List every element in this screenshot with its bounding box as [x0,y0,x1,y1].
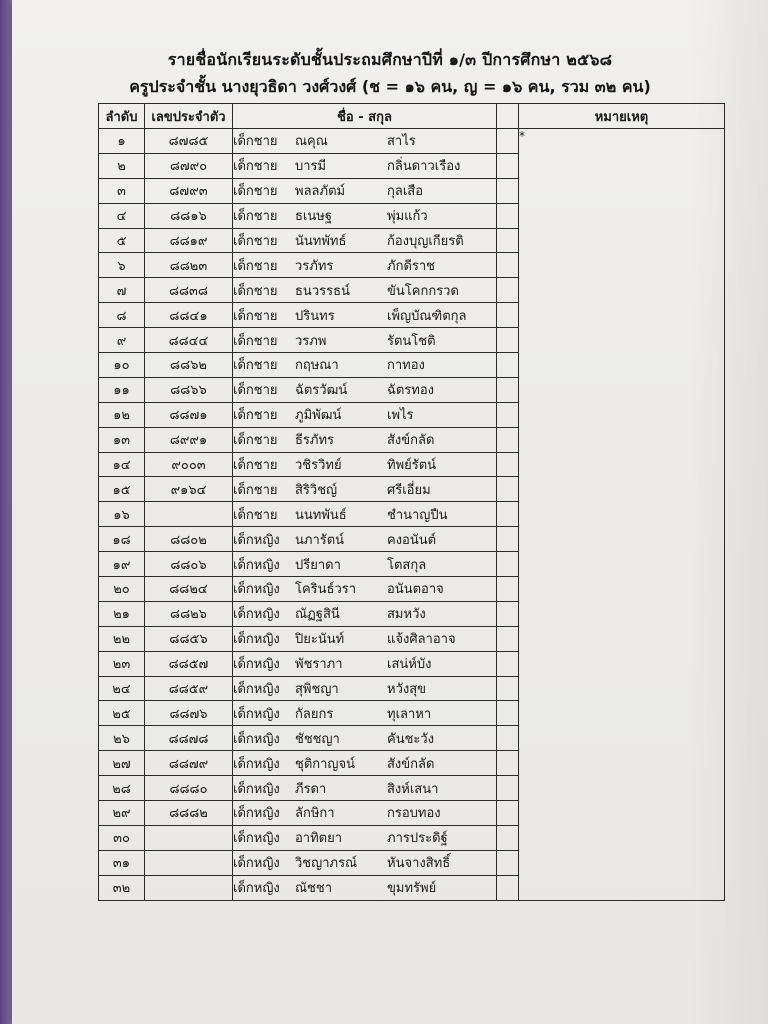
name-prefix: เด็กชาย [233,507,278,523]
name-prefix: เด็กหญิง [233,632,280,648]
student-id: ๘๘๐๖ [145,552,233,577]
gap-cell [497,751,519,776]
student-name [233,776,497,801]
gap-cell [497,402,519,427]
student-name [233,651,497,676]
header-no: ลำดับ [99,104,145,129]
row-number: ๓ [99,178,145,203]
name-last: แจ้งศิลาอาจ [387,632,456,648]
name-first: นภารัตน์ [295,532,345,548]
name-first: ชุติกาญจน์ [295,756,356,772]
name-first: สุพิชญา [295,682,339,698]
name-last: คันชะวัง [387,731,435,747]
row-number: ๘ [99,303,145,328]
row-number: ๒ [99,153,145,178]
student-name [233,701,497,726]
gap-cell [497,875,519,900]
student-id: ๘๘๑๙ [145,228,233,253]
student-id: ๘๘๕๗ [145,651,233,676]
name-prefix: เด็กชาย [233,283,278,299]
gap-cell [497,328,519,353]
row-number: ๒๐ [99,577,145,602]
name-prefix: เด็กชาย [233,358,278,374]
gap-cell [497,253,519,278]
name-last: ทิพย์รัตน์ [387,458,437,474]
student-id: ๘๘๖๒ [145,353,233,378]
name-first: ชัชชญา [295,731,340,747]
header-name: ชื่อ - สกุล [233,104,497,129]
student-id: ๘๘๗๖ [145,701,233,726]
gap-cell [497,626,519,651]
name-last: เสน่ห์บัง [387,657,432,673]
gap-cell [497,178,519,203]
student-name [233,726,497,751]
name-first: กัลยกร [295,706,334,722]
name-first: ภูมิพัฒน์ [295,408,342,424]
name-last: หวังสุข [387,682,427,698]
document-sheet [12,0,768,1024]
gap-cell [497,228,519,253]
student-id: ๘๗๘๕ [145,129,233,154]
row-number: ๙ [99,328,145,353]
name-prefix: เด็กชาย [233,234,278,249]
student-name [233,801,497,826]
student-id: ๘๗๙๐ [145,153,233,178]
note-column [519,129,725,901]
name-first: ธเนษฐ [295,209,333,225]
student-name [233,751,497,776]
name-prefix: เด็กชาย [233,433,278,449]
name-last: คงอนันต์ [387,532,437,548]
gap-cell [497,527,519,552]
binder-edge [0,0,12,1024]
name-prefix: เด็กหญิง [233,582,280,598]
name-last: สังข์กลัด [387,433,435,449]
gap-cell [497,676,519,701]
student-name [233,353,497,378]
gap-cell [497,801,519,826]
student-name [233,875,497,900]
name-prefix: เด็กชาย [233,134,278,150]
gap-cell [497,153,519,178]
name-prefix: เด็กชาย [233,308,278,324]
student-name [233,502,497,527]
name-last: ภารประดิฐ์ [387,831,448,847]
student-id: ๘๘๘๒ [145,801,233,826]
name-prefix: เด็กชาย [233,184,278,200]
gap-cell [497,552,519,577]
name-last: รัตนโชติ [387,333,436,349]
gap-cell [497,701,519,726]
student-name [233,626,497,651]
name-first: วรภพ [295,333,327,349]
row-number: ๗ [99,278,145,303]
gap-cell [497,427,519,452]
row-number: ๑๙ [99,552,145,577]
gap-cell [497,850,519,875]
student-id: ๙๑๖๔ [145,477,233,502]
note-mark: * [519,129,525,143]
row-number: ๒๔ [99,676,145,701]
name-prefix: เด็กหญิง [233,607,280,623]
gap-cell [497,825,519,850]
name-last: กรอบทอง [387,806,441,822]
header-gap [497,104,519,129]
gap-cell [497,377,519,402]
student-id: ๘๘๕๖ [145,626,233,651]
header-note: หมายเหตุ [519,104,725,129]
name-last: เพ็ญบัณฑิตกุล [387,308,467,324]
row-number: ๑๓ [99,427,145,452]
row-number: ๒๖ [99,726,145,751]
gap-cell [497,129,519,154]
header-student-id: เลขประจำตัว [145,104,233,129]
name-last: กุลเสือ [387,184,424,200]
row-number: ๒๕ [99,701,145,726]
student-id: ๘๘๑๖ [145,203,233,228]
name-first: ปรินทร [295,308,335,324]
name-first: ฉัตรวัฒน์ [295,383,348,399]
name-prefix: เด็กหญิง [233,881,280,897]
row-number: ๔ [99,203,145,228]
student-name [233,303,497,328]
gap-cell [497,477,519,502]
student-id: ๘๘๘๐ [145,776,233,801]
name-last: กลิ่นดาวเรือง [387,159,461,175]
name-prefix: เด็กหญิง [233,557,280,573]
name-last: สาไร [387,134,416,150]
student-id: ๘๘๓๘ [145,278,233,303]
name-first: กฤษณา [295,358,339,374]
name-first: ณัฏฐสินี [295,607,340,623]
name-first: ปิยะนันท์ [295,632,345,648]
document-subtitle: ครูประจำชั้น นางยุวธิดา วงศ์วงศ์ (ช = ๑๖ คน, ญ = ๑๖ คน, รวม ๓๒ คน) [129,77,651,96]
name-last: เพไร [387,408,414,424]
name-last: ภักดีราช [387,258,435,274]
name-prefix: เด็กชาย [233,482,278,498]
row-number: ๑๐ [99,353,145,378]
student-id: ๘๘๒๔ [145,577,233,602]
gap-cell [497,452,519,477]
name-prefix: เด็กชาย [233,333,278,349]
row-number: ๑๑ [99,377,145,402]
student-name [233,527,497,552]
student-name [233,477,497,502]
student-name [233,427,497,452]
name-first: วิชญาภรณ์ [295,856,358,872]
row-number: ๑๖ [99,502,145,527]
row-number: ๑๘ [99,527,145,552]
student-name [233,178,497,203]
name-first: ปรียาดา [295,557,341,573]
student-id: ๘๘๔๔ [145,328,233,353]
student-id: ๘๘๐๒ [145,527,233,552]
name-last: ก้องบุญเกียรติ [387,234,464,249]
row-number: ๓๑ [99,850,145,875]
name-last: สังข์กลัด [387,756,435,772]
student-id: ๘๗๙๓ [145,178,233,203]
name-last: ชำนาญปืน [387,507,448,523]
name-first: ณัชชา [295,881,333,897]
student-name [233,253,497,278]
name-first: พลลภัตม์ [295,184,346,200]
gap-cell [497,651,519,676]
name-prefix: เด็กหญิง [233,657,280,673]
name-prefix: เด็กชาย [233,408,278,424]
name-prefix: เด็กชาย [233,209,278,225]
gap-cell [497,303,519,328]
name-last: อนันตอาจ [387,582,444,598]
gap-cell [497,278,519,303]
name-first: ภีรดา [295,781,327,797]
gap-cell [497,726,519,751]
name-first: ณคุณ [295,134,328,150]
student-name [233,328,497,353]
name-first: ธีรภัทร [295,433,335,449]
gap-cell [497,353,519,378]
gap-cell [497,502,519,527]
student-id: ๘๘๖๖ [145,377,233,402]
student-id: ๘๘๗๑ [145,402,233,427]
student-id [145,825,233,850]
student-name [233,153,497,178]
name-last: ทุเลาหา [387,706,432,722]
student-id: ๘๘๔๑ [145,303,233,328]
student-id [145,850,233,875]
name-prefix: เด็กหญิง [233,831,280,847]
name-prefix: เด็กหญิง [233,706,280,722]
student-name [233,452,497,477]
document-title: รายชื่อนักเรียนระดับชั้นประถมศึกษาปีที่ ๑/๓ ปีการศึกษา ๒๕๖๘ [167,50,613,69]
student-id: ๘๘๒๓ [145,253,233,278]
name-last: ฉัตรทอง [387,383,435,399]
row-number: ๑๔ [99,452,145,477]
student-id: ๘๘๗๘ [145,726,233,751]
name-first: พัชราภา [295,657,343,673]
student-name [233,577,497,602]
name-last: ขันโคกกรวด [387,283,459,299]
name-last: พุ่มแก้ว [387,209,428,225]
name-prefix: เด็กชาย [233,458,278,474]
name-prefix: เด็กหญิง [233,756,280,772]
student-name [233,228,497,253]
row-number: ๓๐ [99,825,145,850]
name-last: โตสกุล [387,557,427,573]
row-number: ๒๓ [99,651,145,676]
row-number: ๑๒ [99,402,145,427]
name-last: สมหวัง [387,607,426,623]
student-name [233,601,497,626]
roster-body [99,129,725,901]
student-name [233,278,497,303]
name-first: นันทพัทธ์ [295,234,347,249]
row-number: ๕ [99,228,145,253]
gap-cell [497,203,519,228]
name-last: ขุมทรัพย์ [387,881,437,897]
name-prefix: เด็กชาย [233,159,278,175]
student-name [233,825,497,850]
row-number: ๑๕ [99,477,145,502]
student-id: ๙๐๐๓ [145,452,233,477]
student-name [233,552,497,577]
name-first: บารมี [295,159,327,175]
name-first: โครินธ์วรา [295,582,357,598]
student-id: ๘๙๙๑ [145,427,233,452]
name-first: อาทิตยา [295,831,343,847]
student-name [233,377,497,402]
row-number: ๒๒ [99,626,145,651]
name-first: วรภัทร [295,258,334,274]
name-prefix: เด็กหญิง [233,532,280,548]
student-id: ๘๘๒๖ [145,601,233,626]
name-prefix: เด็กหญิง [233,856,280,872]
student-id [145,875,233,900]
student-name [233,850,497,875]
gap-cell [497,577,519,602]
name-prefix: เด็กหญิง [233,781,280,797]
row-number: ๒๗ [99,751,145,776]
name-first: สิริวิชญ์ [295,482,338,498]
name-prefix: เด็กหญิง [233,682,280,698]
row-number: ๓๒ [99,875,145,900]
row-number: ๖ [99,253,145,278]
name-first: ลักษิกา [295,806,335,822]
student-roster-table [98,103,725,901]
row-number: ๒๑ [99,601,145,626]
row-number: ๑ [99,129,145,154]
name-first: นนทพันธ์ [295,507,347,523]
name-first: วชิรวิทย์ [295,458,342,474]
student-name [233,203,497,228]
student-id [145,502,233,527]
student-id: ๘๘๕๙ [145,676,233,701]
name-prefix: เด็กหญิง [233,806,280,822]
student-name [233,402,497,427]
name-prefix: เด็กหญิง [233,731,280,747]
row-number: ๒๘ [99,776,145,801]
row-number: ๒๙ [99,801,145,826]
student-name [233,129,497,154]
name-last: หันจางสิทธิ์ [387,856,451,872]
name-first: ธนวรรธน์ [295,283,350,299]
gap-cell [497,601,519,626]
name-prefix: เด็กชาย [233,383,278,399]
gap-cell [497,776,519,801]
name-last: ศรีเอี่ยม [387,482,431,498]
name-prefix: เด็กชาย [233,258,278,274]
student-id: ๘๘๗๙ [145,751,233,776]
name-last: สิงห์เสนา [387,781,439,797]
table-row [99,129,725,154]
student-name [233,676,497,701]
name-last: กาทอง [387,358,425,374]
table-header-row [99,104,725,129]
